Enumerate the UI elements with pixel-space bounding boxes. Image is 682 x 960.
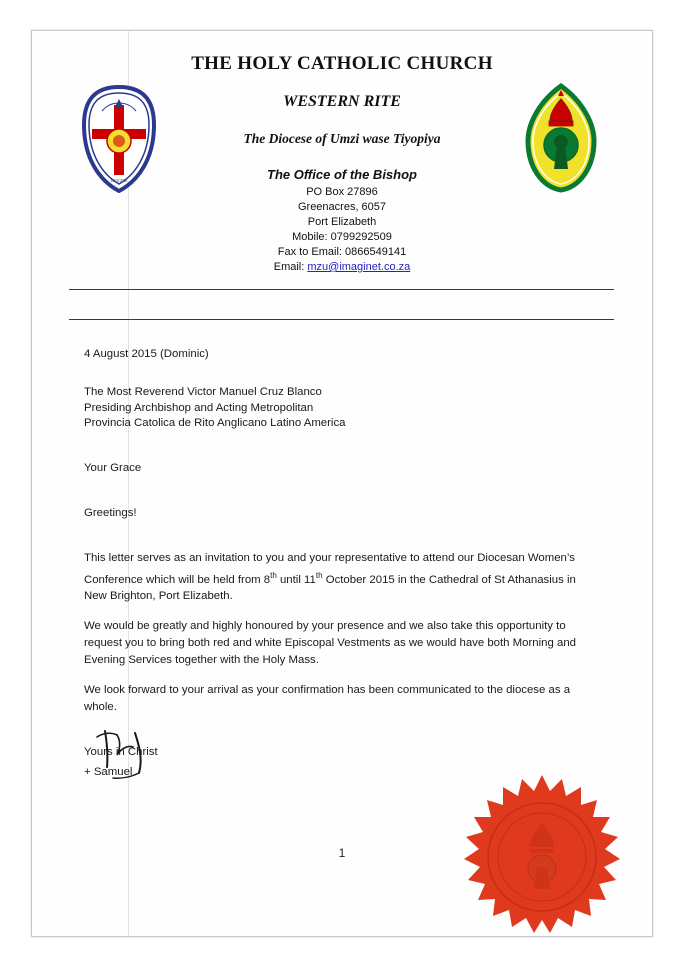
signed-name: + Samuel <box>84 766 133 778</box>
red-wax-seal-icon <box>452 771 632 937</box>
paragraph-1-part-2: until 11 <box>276 573 316 586</box>
recipient-title: Presiding Archbishop and Acting Metropolitan <box>84 401 314 414</box>
paragraph-1-part-1: This letter serves as an invitation to you and your representative to attend our Diocesan Women’s Conference which will be held from 8 <box>84 551 575 586</box>
contact-block <box>32 185 652 275</box>
email-label: Email: <box>273 261 308 273</box>
divider-bottom <box>69 319 614 320</box>
diocese-name: The Diocese of Umzi wase Tiyopiya <box>243 131 441 146</box>
letterhead <box>32 53 652 275</box>
fax: Fax to Email: 0866549141 <box>277 246 407 258</box>
paragraph-1-ordinal-1: th <box>270 570 277 580</box>
recipient-name: The Most Reverend Victor Manuel Cruz Blanco <box>84 386 322 398</box>
paragraph-1-ordinal-2: th <box>315 570 323 580</box>
paragraph-3: We look forward to your arrival as your confirmation has been communicated to the diocese as a whole. <box>84 684 571 714</box>
page-number: 1 <box>338 846 346 860</box>
recipient-province: Provincia Catolica de Rito Anglicano Latino America <box>84 417 346 429</box>
paragraph-1-part-3: October 2015 in the Cathedral of St Athanasius in New Brighton, Port Elizabeth. <box>84 573 576 603</box>
closing: Yours in Christ <box>84 746 158 759</box>
letter-date: 4 August 2015 (Dominic) <box>84 348 209 360</box>
email-link[interactable]: mzu@imaginet.co.za <box>307 261 411 273</box>
church-name: THE HOLY CATHOLIC CHURCH <box>191 53 493 74</box>
handwritten-signature-icon <box>87 721 207 791</box>
mobile: Mobile: 0799292509 <box>292 231 392 243</box>
po-box: PO Box 27896 <box>306 186 378 198</box>
suburb: Greenacres, 6057 <box>297 201 387 213</box>
svg-text:DIOCESE: DIOCESE <box>110 178 128 183</box>
email-line <box>32 260 652 275</box>
paper-sheet <box>31 30 653 937</box>
paragraph-2: We would be greatly and highly honoured by your presence and we also take this opportunity to request you to bring both red and white Episcopal Vestments as we would have both Morning and Evening Services together with the Holy Mass. <box>84 620 576 667</box>
letter-body <box>84 346 584 761</box>
divider-top <box>69 289 614 290</box>
rite-name: WESTERN RITE <box>283 93 401 110</box>
paragraph-1 <box>84 550 584 606</box>
office-title: The Office of the Bishop <box>267 167 417 182</box>
greeting: Greetings! <box>84 506 137 519</box>
city: Port Elizabeth <box>307 216 377 228</box>
recipient-address <box>84 385 584 432</box>
salutation: Your Grace <box>84 461 142 474</box>
